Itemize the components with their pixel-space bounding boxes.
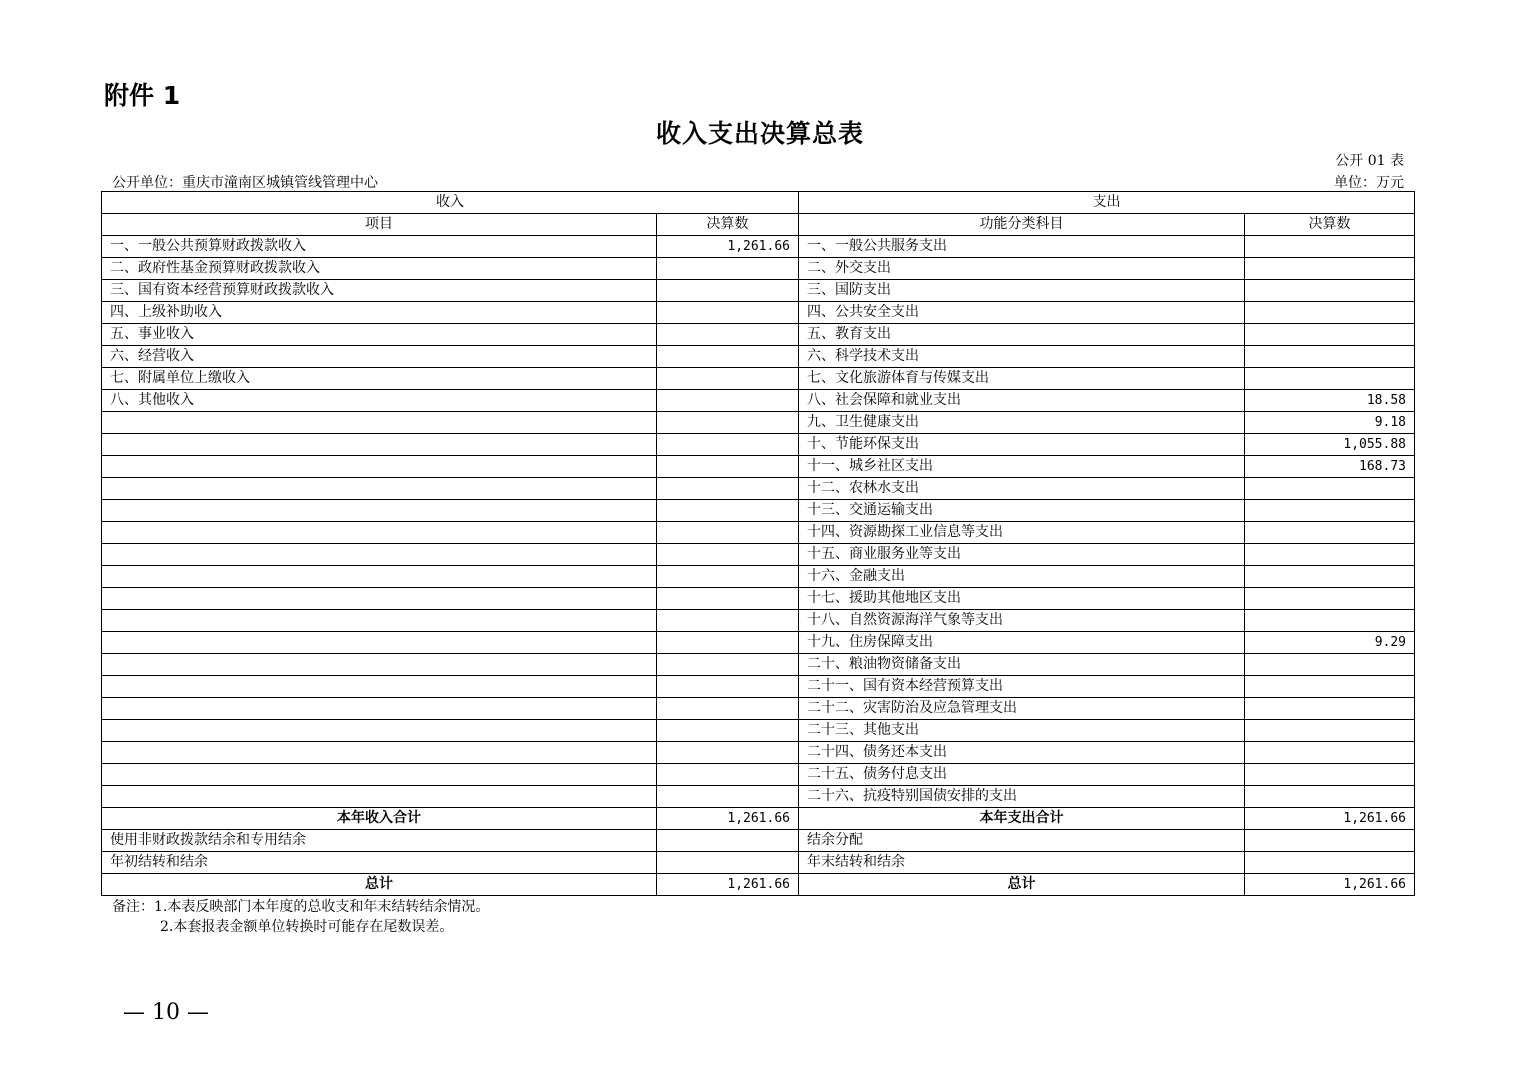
expense-amount-cell: [1245, 720, 1415, 742]
col-header-amount-expense: 决算数: [1245, 214, 1415, 236]
income-amount-cell: [657, 610, 799, 632]
expense-amount-cell: [1245, 852, 1415, 874]
table-row: [102, 830, 1415, 852]
expense-item-cell: 十六、金融支出: [799, 566, 1245, 588]
col-header-function: 功能分类科目: [799, 214, 1245, 236]
income-amount-cell: [657, 412, 799, 434]
expense-amount-cell: [1245, 346, 1415, 368]
income-amount-cell: [657, 302, 799, 324]
expense-item-cell: 十四、资源勘探工业信息等支出: [799, 522, 1245, 544]
income-amount-cell: [657, 258, 799, 280]
income-item-cell: 三、国有资本经营预算财政拨款收入: [102, 280, 657, 302]
table-row: [102, 280, 1415, 302]
income-amount-cell: [657, 324, 799, 346]
expense-item-cell: 十三、交通运输支出: [799, 500, 1245, 522]
budget-table: [101, 191, 1415, 896]
table-row: [102, 456, 1415, 478]
table-row: [102, 720, 1415, 742]
expense-amount-cell: [1245, 500, 1415, 522]
expense-year-total-amount: 1,261.66: [1245, 808, 1415, 830]
table-row: [102, 500, 1415, 522]
expense-amount-cell: [1245, 280, 1415, 302]
table-row: [102, 742, 1415, 764]
income-amount-cell: [657, 830, 799, 852]
expense-amount-cell: [1245, 302, 1415, 324]
income-amount-cell: [657, 786, 799, 808]
table-row: [102, 654, 1415, 676]
expense-section-header: 支出: [799, 192, 1415, 214]
income-item-cell: [102, 742, 657, 764]
expense-item-cell: 十一、城乡社区支出: [799, 456, 1245, 478]
attachment-label: 附件 1: [104, 81, 181, 110]
expense-item-cell: 八、社会保障和就业支出: [799, 390, 1245, 412]
income-item-cell: [102, 698, 657, 720]
table-row: [102, 588, 1415, 610]
expense-item-cell: 六、科学技术支出: [799, 346, 1245, 368]
income-year-total-label: 本年收入合计: [102, 808, 657, 830]
expense-item-cell: 十二、农林水支出: [799, 478, 1245, 500]
expense-item-cell: 十九、住房保障支出: [799, 632, 1245, 654]
income-item-cell: 四、上级补助收入: [102, 302, 657, 324]
expense-amount-cell: [1245, 764, 1415, 786]
expense-amount-cell: [1245, 566, 1415, 588]
table-row: [102, 786, 1415, 808]
income-item-cell: 七、附属单位上缴收入: [102, 368, 657, 390]
expense-amount-cell: [1245, 610, 1415, 632]
expense-amount-cell: 168.73: [1245, 456, 1415, 478]
expense-amount-cell: 9.29: [1245, 632, 1415, 654]
table-row: [102, 412, 1415, 434]
income-amount-cell: [657, 720, 799, 742]
expense-grand-total-amount: 1,261.66: [1245, 874, 1415, 896]
income-item-cell: 年初结转和结余: [102, 852, 657, 874]
table-row: [102, 610, 1415, 632]
expense-item-cell: 一、一般公共服务支出: [799, 236, 1245, 258]
table-row: [102, 434, 1415, 456]
note-line-1: 备注：1.本表反映部门本年度的总收支和年末结转结余情况。: [112, 899, 490, 915]
income-item-cell: [102, 786, 657, 808]
income-amount-cell: [657, 478, 799, 500]
expense-item-cell: 十、节能环保支出: [799, 434, 1245, 456]
income-item-cell: 六、经营收入: [102, 346, 657, 368]
income-item-cell: [102, 764, 657, 786]
income-amount-cell: [657, 632, 799, 654]
expense-item-cell: 五、教育支出: [799, 324, 1245, 346]
expense-item-cell: 九、卫生健康支出: [799, 412, 1245, 434]
expense-year-total-label: 本年支出合计: [799, 808, 1245, 830]
section-header-row: [102, 192, 1415, 214]
expense-amount-cell: [1245, 676, 1415, 698]
table-number: 公开 01 表: [1335, 153, 1404, 169]
income-item-cell: [102, 632, 657, 654]
col-header-amount: 决算数: [657, 214, 799, 236]
income-amount-cell: [657, 368, 799, 390]
income-item-cell: [102, 654, 657, 676]
income-amount-cell: [657, 698, 799, 720]
table-row: [102, 698, 1415, 720]
page-title: 收入支出决算总表: [655, 119, 864, 148]
table-row: [102, 676, 1415, 698]
expense-amount-cell: [1245, 478, 1415, 500]
expense-amount-cell: [1245, 742, 1415, 764]
income-item-cell: [102, 544, 657, 566]
income-year-total-amount: 1,261.66: [657, 808, 799, 830]
income-amount-cell: [657, 566, 799, 588]
expense-item-cell: 十八、自然资源海洋气象等支出: [799, 610, 1245, 632]
table-row: [102, 258, 1415, 280]
table-row: [102, 852, 1415, 874]
income-amount-cell: [657, 852, 799, 874]
expense-item-cell: 七、文化旅游体育与传媒支出: [799, 368, 1245, 390]
grand-total-row: [102, 874, 1415, 896]
income-amount-cell: [657, 434, 799, 456]
income-item-cell: [102, 456, 657, 478]
expense-item-cell: 十七、援助其他地区支出: [799, 588, 1245, 610]
table-row: [102, 302, 1415, 324]
expense-item-cell: 二十一、国有资本经营预算支出: [799, 676, 1245, 698]
table-row: [102, 368, 1415, 390]
expense-amount-cell: 18.58: [1245, 390, 1415, 412]
income-item-cell: [102, 478, 657, 500]
year-total-row: [102, 808, 1415, 830]
note-line-2: 2.本套报表金额单位转换时可能存在尾数误差。: [160, 919, 454, 935]
expense-item-cell: 三、国防支出: [799, 280, 1245, 302]
income-grand-total-amount: 1,261.66: [657, 874, 799, 896]
expense-amount-cell: [1245, 368, 1415, 390]
table-row: [102, 478, 1415, 500]
income-amount-cell: [657, 544, 799, 566]
income-item-cell: 使用非财政拨款结余和专用结余: [102, 830, 657, 852]
income-amount-cell: [657, 500, 799, 522]
org-name: 公开单位：重庆市潼南区城镇管线管理中心: [112, 175, 378, 191]
income-amount-cell: 1,261.66: [657, 236, 799, 258]
expense-item-cell: 二十四、债务还本支出: [799, 742, 1245, 764]
expense-amount-cell: 9.18: [1245, 412, 1415, 434]
table-row: [102, 544, 1415, 566]
unit-label: 单位：万元: [1334, 175, 1404, 191]
income-amount-cell: [657, 522, 799, 544]
income-amount-cell: [657, 742, 799, 764]
expense-amount-cell: [1245, 830, 1415, 852]
income-amount-cell: [657, 456, 799, 478]
table-row: [102, 566, 1415, 588]
expense-amount-cell: [1245, 258, 1415, 280]
expense-item-cell: 二十、粮油物资储备支出: [799, 654, 1245, 676]
expense-amount-cell: 1,055.88: [1245, 434, 1415, 456]
expense-amount-cell: [1245, 588, 1415, 610]
notes: [112, 897, 489, 937]
expense-amount-cell: [1245, 236, 1415, 258]
expense-amount-cell: [1245, 654, 1415, 676]
income-amount-cell: [657, 346, 799, 368]
income-item-cell: 二、政府性基金预算财政拨款收入: [102, 258, 657, 280]
income-amount-cell: [657, 390, 799, 412]
table-row: [102, 236, 1415, 258]
expense-item-cell: 四、公共安全支出: [799, 302, 1245, 324]
income-amount-cell: [657, 676, 799, 698]
income-item-cell: [102, 412, 657, 434]
expense-item-cell: 二十三、其他支出: [799, 720, 1245, 742]
income-item-cell: [102, 434, 657, 456]
expense-item-cell: 二、外交支出: [799, 258, 1245, 280]
expense-amount-cell: [1245, 544, 1415, 566]
table-row: [102, 346, 1415, 368]
expense-item-cell: 年末结转和结余: [799, 852, 1245, 874]
expense-amount-cell: [1245, 786, 1415, 808]
expense-item-cell: 二十二、灾害防治及应急管理支出: [799, 698, 1245, 720]
income-amount-cell: [657, 588, 799, 610]
income-amount-cell: [657, 764, 799, 786]
income-amount-cell: [657, 280, 799, 302]
table-row: [102, 764, 1415, 786]
income-item-cell: [102, 522, 657, 544]
table-row: [102, 522, 1415, 544]
income-item-cell: [102, 720, 657, 742]
table-row: [102, 632, 1415, 654]
expense-item-cell: 二十五、债务付息支出: [799, 764, 1245, 786]
income-item-cell: [102, 566, 657, 588]
expense-grand-total-label: 总计: [799, 874, 1245, 896]
page-number: — 10 —: [123, 1000, 209, 1025]
expense-item-cell: 结余分配: [799, 830, 1245, 852]
income-section-header: 收入: [102, 192, 799, 214]
income-grand-total-label: 总计: [102, 874, 657, 896]
income-amount-cell: [657, 654, 799, 676]
expense-item-cell: 二十六、抗疫特别国债安排的支出: [799, 786, 1245, 808]
income-item-cell: 一、一般公共预算财政拨款收入: [102, 236, 657, 258]
expense-item-cell: 十五、商业服务业等支出: [799, 544, 1245, 566]
income-item-cell: 八、其他收入: [102, 390, 657, 412]
income-item-cell: [102, 610, 657, 632]
table-row: [102, 324, 1415, 346]
expense-amount-cell: [1245, 324, 1415, 346]
income-item-cell: [102, 588, 657, 610]
expense-amount-cell: [1245, 522, 1415, 544]
expense-amount-cell: [1245, 698, 1415, 720]
income-item-cell: 五、事业收入: [102, 324, 657, 346]
col-header-item: 项目: [102, 214, 657, 236]
table-row: [102, 390, 1415, 412]
column-header-row: [102, 214, 1415, 236]
income-item-cell: [102, 500, 657, 522]
income-item-cell: [102, 676, 657, 698]
